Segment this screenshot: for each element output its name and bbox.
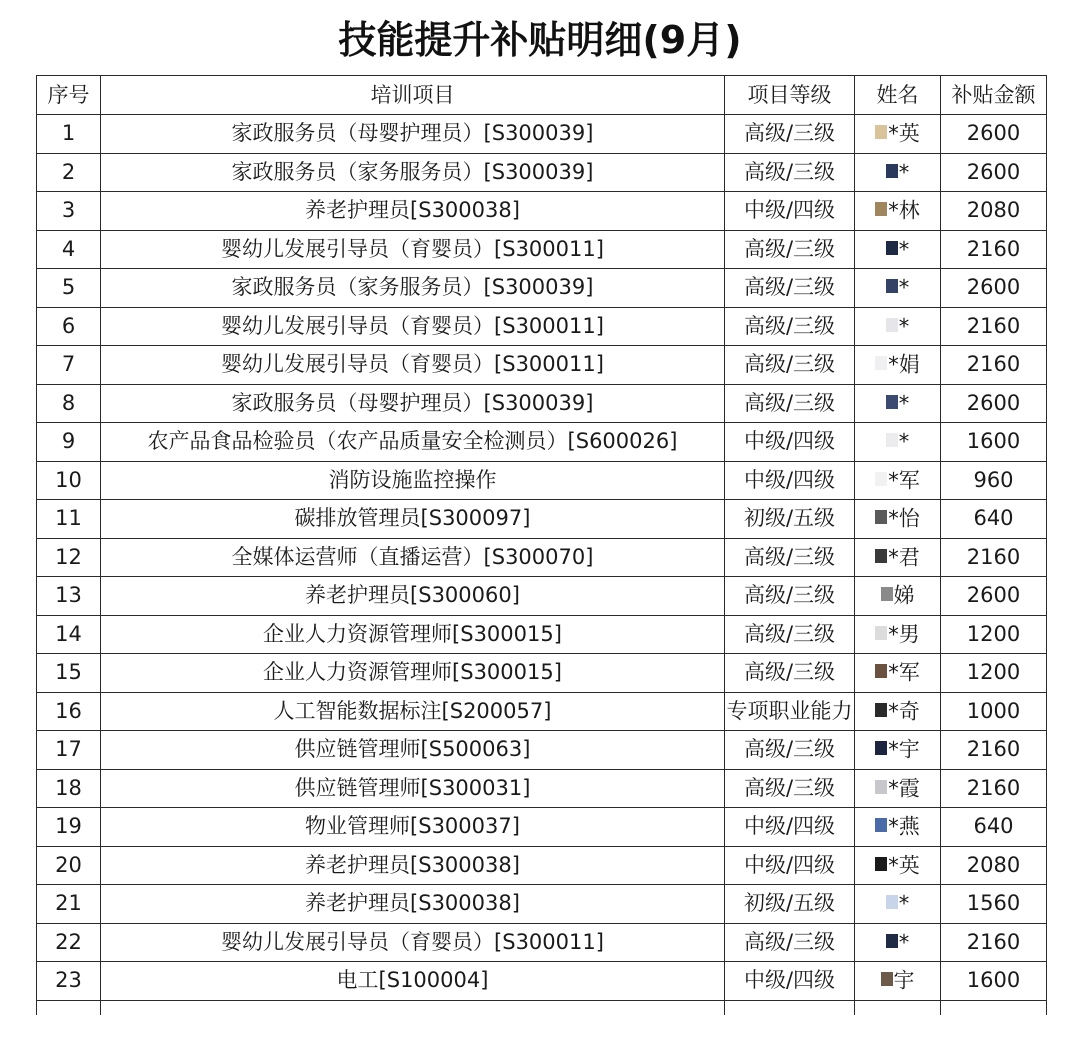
cell-amount: 1600 [941,962,1047,1001]
name-text: *男 [888,622,920,646]
table-row [37,769,1047,808]
cell-amount: 1560 [941,885,1047,924]
cell-amount: 2600 [941,115,1047,154]
name-redaction-mask [875,857,887,871]
page-title: 技能提升补贴明细(9月) [338,18,742,62]
cell-level: 高级/三级 [725,615,855,654]
table-row [37,269,1047,308]
cell-name [855,692,941,731]
cell-name [855,192,941,231]
cell-amount: 1200 [941,654,1047,693]
table-row [37,423,1047,462]
cell-project: 物业管理师[S300037] [101,808,725,847]
cell-name [855,577,941,616]
cell-project: 养老护理员[S300038] [101,846,725,885]
name-redaction-mask [875,780,887,794]
cell-name [855,731,941,770]
name-redaction-mask [886,241,898,255]
cell-seq: 6 [37,307,101,346]
cell-seq: 1 [37,115,101,154]
cell-level: 高级/三级 [725,307,855,346]
table-row [37,885,1047,924]
cell-amount: 2160 [941,307,1047,346]
name-text: * [898,160,910,184]
cell-project: 全媒体运营师（直播运营）[S300070] [101,538,725,577]
table-body [37,115,1047,1015]
cell-project: 养老护理员[S300038] [101,885,725,924]
name-text: *君 [888,545,920,569]
cell-name [855,461,941,500]
table-row [37,538,1047,577]
cell-level: 高级/三级 [725,923,855,962]
name-text: *燕 [888,814,920,839]
cell-project: 婴幼儿发展引导员（育婴员）[S300011] [101,346,725,385]
name-redaction-mask [875,472,887,486]
cell-amount: 2160 [941,538,1047,577]
cell-name [855,269,941,308]
cell-name [855,230,941,269]
cell-seq: 3 [37,192,101,231]
name-text: *霞 [888,776,920,800]
name-redaction-mask [886,318,898,332]
cell-amount: 640 [941,500,1047,539]
cell-level: 高级/三级 [725,731,855,770]
cell-project: 家政服务员（家务服务员）[S300039] [101,153,725,192]
cell-seq: 22 [37,923,101,962]
cell-seq: 11 [37,500,101,539]
table-row [37,615,1047,654]
header-name: 姓名 [855,76,941,115]
cell-seq: 9 [37,423,101,462]
cell-project: 婴幼儿发展引导员（育婴员）[S300011] [101,923,725,962]
cell-name [855,115,941,154]
name-redaction-mask [875,125,887,139]
table-row [37,307,1047,346]
header-level: 项目等级 [725,76,855,115]
table-row [37,500,1047,539]
name-redaction-mask [875,202,887,216]
cell-amount: 1000 [941,692,1047,731]
name-text: *娟 [888,352,920,377]
cell-name [855,846,941,885]
cell-project: 碳排放管理员[S300097] [101,500,725,539]
name-text: *军 [888,660,920,685]
cell-name [855,500,941,539]
cell-seq: 23 [37,962,101,1001]
name-text: * [898,930,910,954]
cell-seq: 2 [37,153,101,192]
cell-project: 供应链管理师[S300031] [101,769,725,808]
cell-cutoff [941,1000,1047,1015]
name-text: *宇 [888,737,920,762]
name-redaction-mask [875,549,887,563]
name-text: *林 [888,198,920,223]
cell-level: 高级/三级 [725,115,855,154]
cell-name [855,654,941,693]
cell-level: 中级/四级 [725,962,855,1001]
cell-level: 初级/五级 [725,500,855,539]
name-text: * [898,429,910,454]
cell-name [855,962,941,1001]
cell-level: 专项职业能力 [725,692,855,731]
name-redaction-mask [875,818,887,832]
name-redaction-mask [875,703,887,717]
cell-project: 供应链管理师[S500063] [101,731,725,770]
cell-seq: 18 [37,769,101,808]
table-row-cutoff [37,1000,1047,1015]
cell-level: 高级/三级 [725,384,855,423]
cell-name [855,769,941,808]
cell-seq: 14 [37,615,101,654]
table-row [37,962,1047,1001]
name-text: * [898,237,910,261]
cell-name [855,153,941,192]
name-text: * [898,314,910,338]
cell-level: 高级/三级 [725,153,855,192]
name-redaction-mask [875,626,887,640]
cell-amount: 2600 [941,384,1047,423]
table-row [37,384,1047,423]
cell-level: 高级/三级 [725,769,855,808]
cell-name [855,808,941,847]
cell-project: 家政服务员（家务服务员）[S300039] [101,269,725,308]
cell-name [855,615,941,654]
cell-project: 婴幼儿发展引导员（育婴员）[S300011] [101,230,725,269]
cell-seq: 13 [37,577,101,616]
cell-project: 婴幼儿发展引导员（育婴员）[S300011] [101,307,725,346]
name-text: *英 [888,121,920,146]
cell-name [855,346,941,385]
cell-project: 养老护理员[S300038] [101,192,725,231]
table-row [37,577,1047,616]
cell-seq: 17 [37,731,101,770]
cell-name [855,307,941,346]
name-redaction-mask [875,356,887,370]
name-text: *英 [888,853,920,877]
name-redaction-mask [886,279,898,293]
name-redaction-mask [886,433,898,447]
name-text: 娣 [893,583,915,608]
header-project: 培训项目 [101,76,725,115]
cell-name [855,885,941,924]
header-amount: 补贴金额 [941,76,1047,115]
name-redaction-mask [875,664,887,678]
cell-project: 养老护理员[S300060] [101,577,725,616]
cell-amount: 640 [941,808,1047,847]
name-text: *军 [888,468,920,492]
cell-project: 农产品食品检验员（农产品质量安全检测员）[S600026] [101,423,725,462]
cell-project: 人工智能数据标注[S200057] [101,692,725,731]
cell-amount: 2160 [941,923,1047,962]
cell-seq: 15 [37,654,101,693]
cell-amount: 960 [941,461,1047,500]
name-text: * [898,391,910,415]
cell-seq: 10 [37,461,101,500]
cell-level: 高级/三级 [725,538,855,577]
cell-seq: 19 [37,808,101,847]
cell-project: 企业人力资源管理师[S300015] [101,615,725,654]
cell-level: 中级/四级 [725,423,855,462]
cell-amount: 1200 [941,615,1047,654]
cell-amount: 2160 [941,769,1047,808]
table-row [37,731,1047,770]
cell-amount: 2080 [941,846,1047,885]
cell-amount: 2160 [941,731,1047,770]
name-redaction-mask [886,934,898,948]
cell-project: 企业人力资源管理师[S300015] [101,654,725,693]
name-redaction-mask [886,395,898,409]
cell-level: 初级/五级 [725,885,855,924]
cell-name [855,923,941,962]
table-row [37,115,1047,154]
cell-level: 中级/四级 [725,846,855,885]
cell-level: 中级/四级 [725,461,855,500]
cell-amount: 2160 [941,230,1047,269]
table-row [37,692,1047,731]
cell-cutoff [725,1000,855,1015]
cell-seq: 20 [37,846,101,885]
cell-seq: 16 [37,692,101,731]
table-row [37,654,1047,693]
name-text: * [898,275,910,300]
cell-level: 高级/三级 [725,654,855,693]
cell-seq: 8 [37,384,101,423]
table-row [37,346,1047,385]
cell-cutoff [855,1000,941,1015]
name-redaction-mask [875,741,887,755]
header-seq: 序号 [37,76,101,115]
table-row [37,461,1047,500]
table-row [37,923,1047,962]
cell-project: 家政服务员（母婴护理员）[S300039] [101,115,725,154]
cell-amount: 2600 [941,577,1047,616]
name-redaction-mask [875,510,887,524]
cell-project: 消防设施监控操作 [101,461,725,500]
cell-seq: 21 [37,885,101,924]
cell-level: 中级/四级 [725,808,855,847]
cell-name [855,538,941,577]
name-redaction-mask [881,587,893,601]
table-row [37,153,1047,192]
cell-seq: 4 [37,230,101,269]
cell-name [855,423,941,462]
cell-amount: 1600 [941,423,1047,462]
cell-amount: 2600 [941,153,1047,192]
name-redaction-mask [886,895,898,909]
cell-level: 高级/三级 [725,346,855,385]
table-row [37,192,1047,231]
cell-seq: 7 [37,346,101,385]
cell-amount: 2160 [941,346,1047,385]
cell-cutoff [37,1000,101,1015]
name-redaction-mask [886,164,898,178]
cell-level: 高级/三级 [725,230,855,269]
table-row [37,808,1047,847]
name-text: * [898,891,910,916]
bottom-fade [0,1013,1080,1053]
name-text: *奇 [888,699,920,723]
cell-level: 中级/四级 [725,192,855,231]
name-text: *怡 [888,506,920,531]
cell-seq: 12 [37,538,101,577]
cell-amount: 2600 [941,269,1047,308]
table-row [37,846,1047,885]
table-row [37,230,1047,269]
name-text: 宇 [893,968,915,993]
cell-name [855,384,941,423]
cell-project: 电工[S100004] [101,962,725,1001]
cell-cutoff [101,1000,725,1015]
cell-seq: 5 [37,269,101,308]
name-redaction-mask [881,972,893,986]
table-header-row [37,76,1047,115]
cell-level: 高级/三级 [725,269,855,308]
cell-level: 高级/三级 [725,577,855,616]
subsidy-table [36,75,1047,1015]
cell-amount: 2080 [941,192,1047,231]
cell-project: 家政服务员（母婴护理员）[S300039] [101,384,725,423]
